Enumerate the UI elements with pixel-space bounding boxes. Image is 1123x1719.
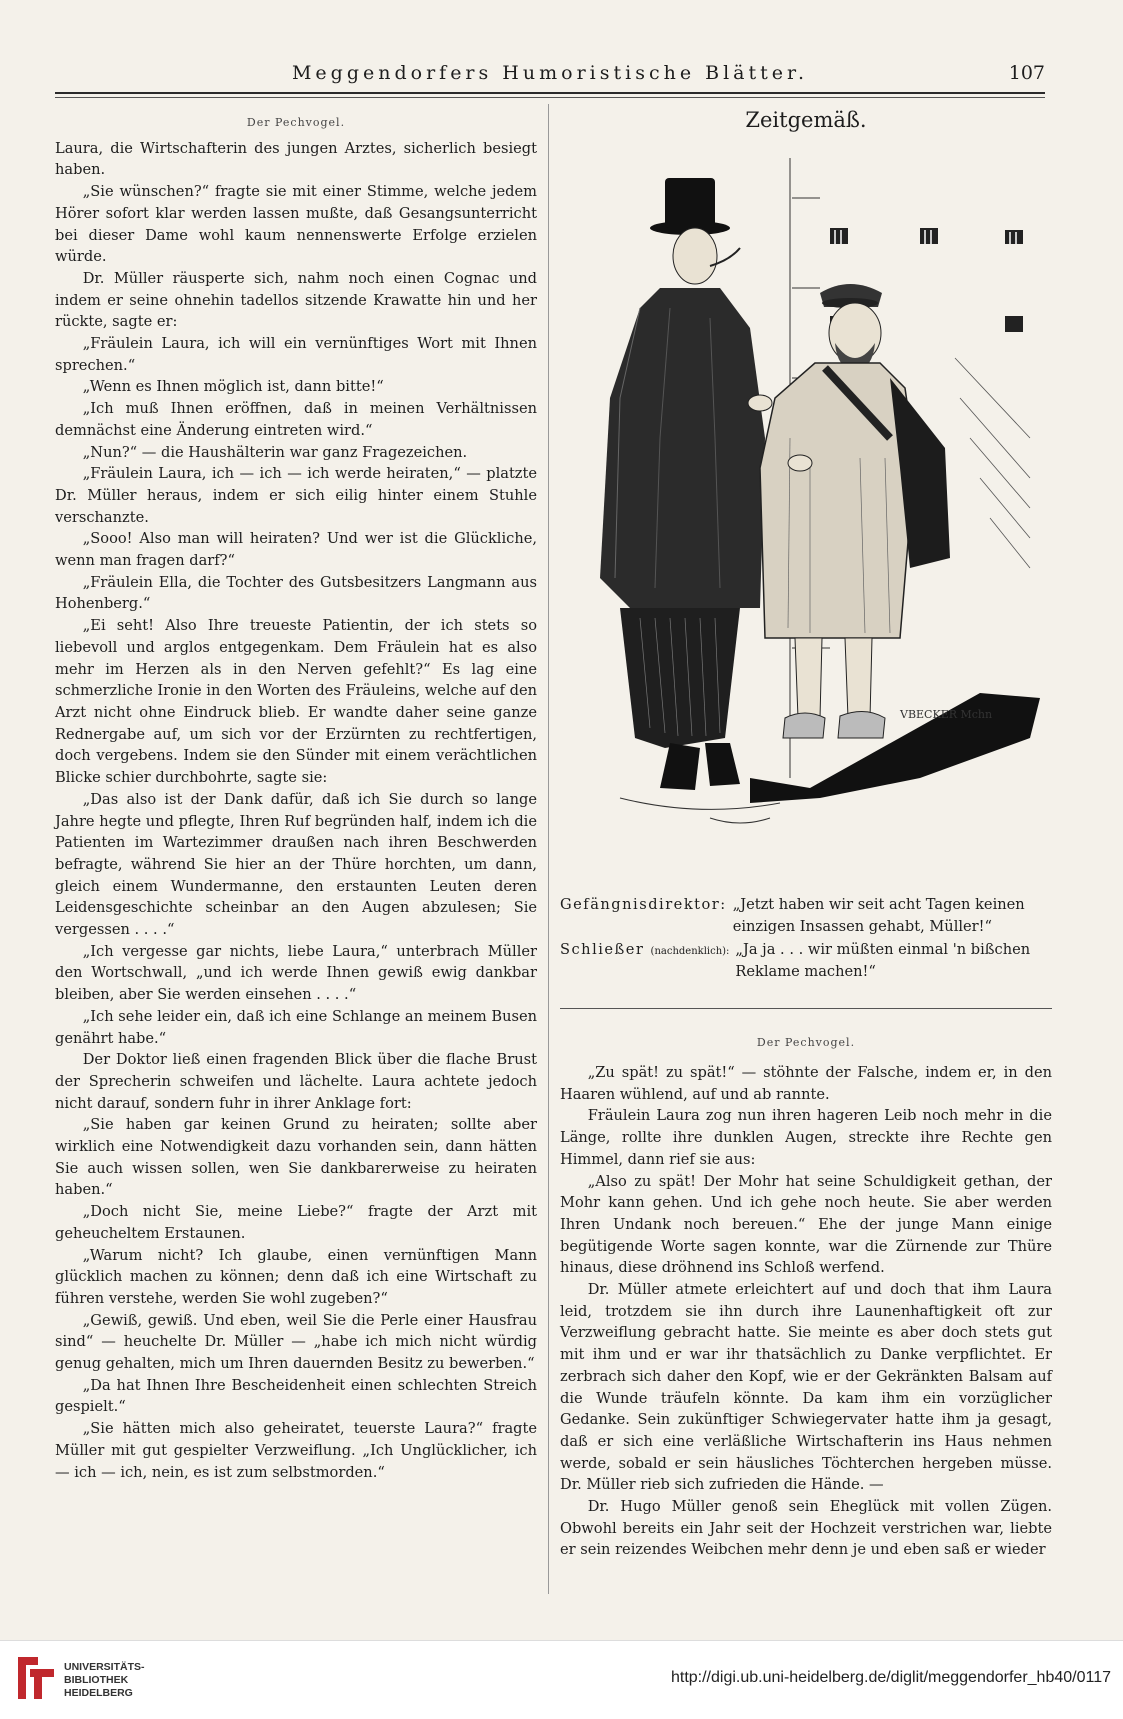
illustration-caption bbox=[560, 894, 1052, 983]
library-logo-icon bbox=[14, 1653, 58, 1703]
paragraph: „Das also ist der Dank dafür, daß ich Sie durch so lange Jahre hegte und pflegte, Ihren Ruf begründen half, indem ich die Patienten im Wartezimmer draußen nach ihren Beschwerden befragte, während Sie hier an der Thüre horchten, um dann, gleich einem Wundermanne, den erstaunten Leuten deren Leidensgeschichte scheinbar an den Augen abzulesen; Sie vergessen . . . .“ bbox=[55, 790, 537, 939]
director-figure bbox=[600, 178, 772, 790]
paragraph: Fräulein Laura zog nun ihren hageren Leib noch mehr in die Länge, rollte ihre dunklen Augen, streckte ihre Rechte gen Himmel, dann rief sie aus: bbox=[560, 1107, 1052, 1168]
library-line: HEIDELBERG bbox=[64, 1687, 133, 1699]
jailer-figure bbox=[760, 284, 950, 738]
paragraph: „Fräulein Laura, ich — ich — ich werde heiraten,“ — platzte Dr. Müller heraus, indem er sich eilig hinter einem Stuhle verschanzte. bbox=[55, 465, 537, 526]
paragraph: Dr. Hugo Müller genoß sein Eheglück mit vollen Zügen. Obwohl bereits ein Jahr seit der Hochzeit verstrichen war, liebte er sein reizendes Weibchen mehr denn je und eben saß er wieder bbox=[560, 1498, 1052, 1559]
paragraph: „Sooo! Also man will heiraten? Und wer ist die Glückliche, wenn man fragen darf?“ bbox=[55, 530, 537, 570]
paragraph: „Doch nicht Sie, meine Liebe?“ fragte der Arzt mit geheucheltem Erstaunen. bbox=[55, 1203, 537, 1242]
speaker-jailer bbox=[560, 939, 729, 982]
header-rule bbox=[55, 97, 1045, 98]
paragraph: „Warum nicht? Ich glaube, einen vernünftigen Mann glücklich machen zu können; denn daß ich eine Wirtschaft zu führen verstehe, werden Sie wohl zugeben?“ bbox=[55, 1246, 537, 1307]
column-divider bbox=[548, 104, 549, 1594]
right-column bbox=[560, 1062, 1052, 1561]
library-line: UNIVERSITÄTS- bbox=[64, 1661, 145, 1673]
paragraph: „Ich vergesse gar nichts, liebe Laura,“ unterbrach Müller den Wortschwall, „und ich werde Ihnen gewiß ewig dankbar bleiben, aber Sie werden einsehen . . . .“ bbox=[55, 942, 537, 1004]
page-number: 107 bbox=[1008, 62, 1045, 84]
paragraph: „Wenn es Ihnen möglich ist, dann bitte!“ bbox=[82, 378, 384, 396]
paragraph: Laura, die Wirtschafterin des jungen Arztes, sicherlich besiegt haben. bbox=[55, 139, 537, 179]
paragraph: Dr. Müller räusperte sich, nahm noch einen Cognac und indem er seine ohnehin tadellos sitzende Krawatte hin und her rückte, sagte er: bbox=[55, 269, 537, 331]
paragraph: „Also zu spät! Der Mohr hat seine Schuldigkeit gethan, der Mohr kann gehen. Und ich gehe noch heute. Sie aber werden Ihren Undank noch bereuen.“ Ehe der junge Mann einige begütigende Worte sagen konnte, war die Zürnende zur Thüre hinaus, diese dröhnend ins Schloß werfend. bbox=[560, 1172, 1052, 1277]
cartoon-illustration bbox=[560, 138, 1052, 890]
caption-rule bbox=[560, 1008, 1052, 1009]
viewer-footer bbox=[0, 1640, 1123, 1719]
paragraph: „Nun?“ — die Haushälterin war ganz Fragezeichen. bbox=[82, 443, 468, 461]
paragraph: Dr. Müller atmete erleichtert auf und doch that ihm Laura leid, trotzdem sie ihn durch ihre Launenhaftigkeit oft zur Verzweiflung gebracht hatte. Sie meinte es aber doch stets gut mit ihm und er war ihr thatsächlich zu Danke verpflichtet. Er zerbrach sich daher den Kopf, wie er der Gekränkten Balsam auf die Wunde träufeln könnte. Da kam ihm ein vorzüglicher Gedanke. Sein zukünftiger Schwiegervater hatte ihm ja gesagt, daß er sich eine verläßliche Wirtschafterin ins Haus nehmen werde, sobald er sein häusliches Töchterchen hergeben müsse. Dr. Müller rieb sich zufrieden die Hände. — bbox=[560, 1281, 1052, 1494]
paragraph: „Sie wünschen?“ fragte sie mit einer Stimme, welche jedem Hörer sofort klar werden lassen mußte, daß Gesangsunterricht bei dieser Dame wohl kaum nennenswerte Erfolge erzielen würde. bbox=[55, 183, 537, 266]
right-section-title: Der Pechvogel. bbox=[756, 1036, 856, 1049]
paragraph: „Ich sehe leider ein, daß ich eine Schlange an meinem Busen genährt habe.“ bbox=[55, 1007, 537, 1047]
speech-director: „Jetzt haben wir seit acht Tagen keinen einzigen Insassen gehabt, Müller!“ bbox=[732, 896, 1025, 935]
paragraph: „Gewiß, gewiß. Und eben, weil Sie die Perle einer Hausfrau sind“ — heuchelte Dr. Müller — „habe ich mich nicht würdig genug gehalten, mich um Ihren dauernden Besitz zu bewerben.“ bbox=[55, 1311, 537, 1373]
running-head bbox=[55, 62, 1045, 94]
library-name bbox=[64, 1661, 145, 1700]
speech-jailer: „Ja ja . . . wir müßten einmal 'n bißchen Reklame machen!“ bbox=[735, 941, 1031, 981]
library-line: BIBLIOTHEK bbox=[64, 1674, 129, 1686]
illustration-title: Zeitgemäß. bbox=[745, 108, 867, 132]
paragraph: „Fräulein Ella, die Tochter des Gutsbesitzers Langmann aus Hohenberg.“ bbox=[55, 573, 537, 613]
permalink-url[interactable]: http://digi.ub.uni-heidelberg.de/diglit/meggendorfer_hb40/0117 bbox=[670, 1669, 1111, 1686]
paragraph: „Sie haben gar keinen Grund zu heiraten; sollte aber wirklich eine Notwendigkeit dazu vorhanden sein, dann hätten Sie auch wissen sollen, wen Sie dankbarerweise zu heiraten haben.“ bbox=[55, 1116, 537, 1199]
speaker-jailer-name: Schließer bbox=[560, 941, 645, 959]
artist-signature: VBECKER Mchn bbox=[900, 708, 993, 721]
speaker-director: Gefängnisdirektor: bbox=[560, 896, 727, 913]
left-column bbox=[55, 112, 537, 1483]
left-section-title: Der Pechvogel. bbox=[246, 116, 346, 129]
paragraph: „Ich muß Ihnen eröffnen, daß in meinen Verhältnissen demnächst eine Änderung eintreten wird.“ bbox=[55, 400, 537, 439]
paragraph: „Ei seht! Also Ihre treueste Patientin, der ich stets so liebevoll und arglos entgegenkam. Dem Fräulein hat es also mehr im Herzen als in den Nerven gefehlt?“ Es lag eine schmerzliche Ironie in den Worten des Fräuleins, welche auf den Arzt nicht ohne Eindruck blieb. Er wandte daher seine ganze Rednergabe auf, um sich vor der Erzürnten zu rechtfertigen, doch vergebens. Indem sie den Sünder mit einem verächtlichen Blicke schier durchbohrte, sagte sie: bbox=[55, 617, 537, 787]
paragraph: „Sie hätten mich also geheiratet, teuerste Laura?“ fragte Müller mit gut gespielter Verzweiflung. „Ich Unglücklicher, ich — ich — ich, nein, es ist zum selbstmorden.“ bbox=[55, 1420, 537, 1481]
paragraph: „Zu spät! zu spät!“ — stöhnte der Falsche, indem er, in den Haaren wühlend, auf und ab rannte. bbox=[560, 1064, 1052, 1103]
paragraph: Der Doktor ließ einen fragenden Blick über die flache Brust der Sprecherin schweifen und lächelte. Laura achtete jedoch nicht darauf, sondern fuhr in ihrer Anklage fort: bbox=[55, 1051, 537, 1112]
paragraph: „Fräulein Laura, ich will ein vernünftiges Wort mit Ihnen sprechen.“ bbox=[55, 335, 537, 374]
magazine-title: Meggendorfers Humoristische Blätter. bbox=[291, 62, 809, 84]
paragraph: „Da hat Ihnen Ihre Bescheidenheit einen schlechten Streich gespielt.“ bbox=[55, 1376, 537, 1416]
speaker-jailer-note: (nachdenklich): bbox=[650, 946, 730, 958]
